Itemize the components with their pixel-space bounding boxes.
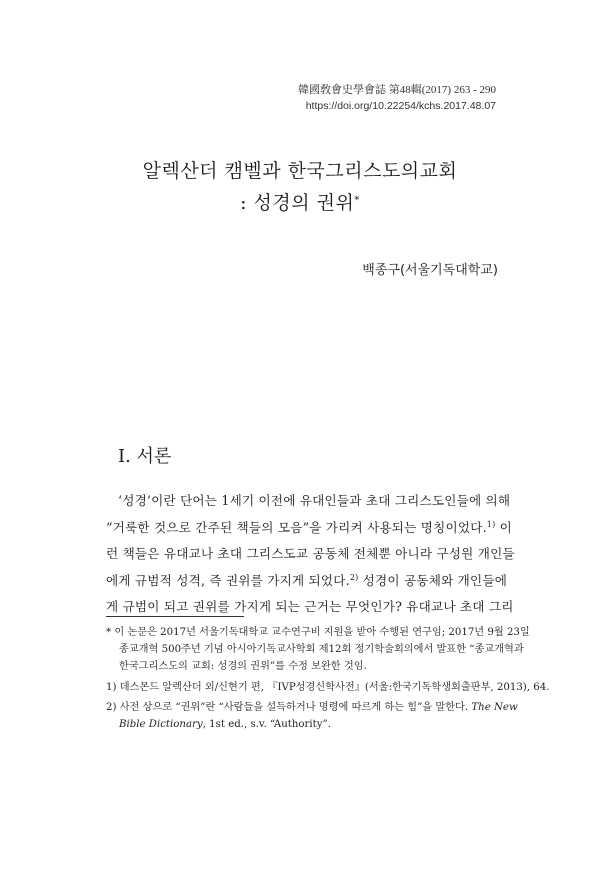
- body-line-1: ‘성경’이란 단어는 1세기 이전에 유대인들과 초대 그리스도인들에 의해: [118, 493, 511, 508]
- body-line-5: 게 규범이 되고 권위를 가지게 되는 근거는 무엇인가? 유대교나 초대 그리: [106, 599, 514, 614]
- article-title: [0, 158, 600, 184]
- title-line-1: 알렉산더 캠벨과 한국그리스도의교회: [142, 160, 458, 182]
- footnote-2-line-2: [119, 716, 513, 733]
- footnote-2-book-title-part2: Bible Dictionary: [119, 719, 203, 730]
- section-heading: I. 서론: [118, 446, 172, 467]
- title-line-2: : 성경의 권위: [240, 192, 355, 214]
- footnote-2-book-title-part1: The New: [471, 702, 518, 713]
- body-line-2-tail: 이: [495, 519, 512, 535]
- footnote-2-line-1: [106, 699, 518, 716]
- footnote-star-line-2: 종교개혁 500주년 기념 아시아기독교사학회 제12회 정기학술회의에서 발표한 “종교개혁과: [119, 644, 524, 655]
- article-subtitle: [0, 190, 600, 216]
- body-line-2: [106, 515, 512, 544]
- footnote-1: 1) 데스몬드 알렉산더 외/신현기 편, 『IVP성경신학사전』(서울:한국기독학생회출판부, 2013), 64.: [106, 682, 550, 693]
- footnote-star-line-3: 한국그리스도의 교회: 성경의 권위”를 수정 보완한 것임.: [119, 661, 367, 672]
- body-line-4-text: 에게 규범적 성격, 즉 권위를 가지게 되었다.: [106, 572, 350, 588]
- body-line-3: 런 책들은 유대교나 초대 그리스도교 공동체 전체뿐 아니라 구성원 개인들: [106, 546, 515, 561]
- title-footnote-mark[interactable]: *: [354, 195, 360, 206]
- doi-link[interactable]: https://doi.org/10.22254/kchs.2017.48.07: [305, 100, 496, 112]
- footnote-star-line-1: * 이 논문은 2017년 서울기독대학교 교수연구비 지원을 받아 수행된 연구임; 2017년 9월 23일: [106, 627, 530, 638]
- footnote-divider: [106, 616, 244, 617]
- author-affiliation: 백종구(서울기독대학교): [362, 263, 498, 278]
- body-line-4-tail: 성경이 공동체와 개인들에: [358, 572, 508, 588]
- footnote-ref-1[interactable]: 1): [486, 519, 496, 529]
- body-line-2-text: “거룩한 것으로 간주된 책들의 모음”을 가리켜 사용되는 명칭이었다.: [106, 519, 487, 535]
- body-line-4: [106, 568, 508, 597]
- footnote-ref-2[interactable]: 2): [349, 572, 359, 582]
- footnote-2-citation: , 1st ed., s.v. “Authority”.: [202, 719, 331, 730]
- footnote-2-text: 2) 사전 상으로 “권위”란 “사람들을 설득하거나 명령에 따르게 하는 힘”을 말한다.: [106, 702, 472, 713]
- journal-citation: 韓國敎會史學會誌 第48輯(2017) 263 - 290: [298, 84, 496, 96]
